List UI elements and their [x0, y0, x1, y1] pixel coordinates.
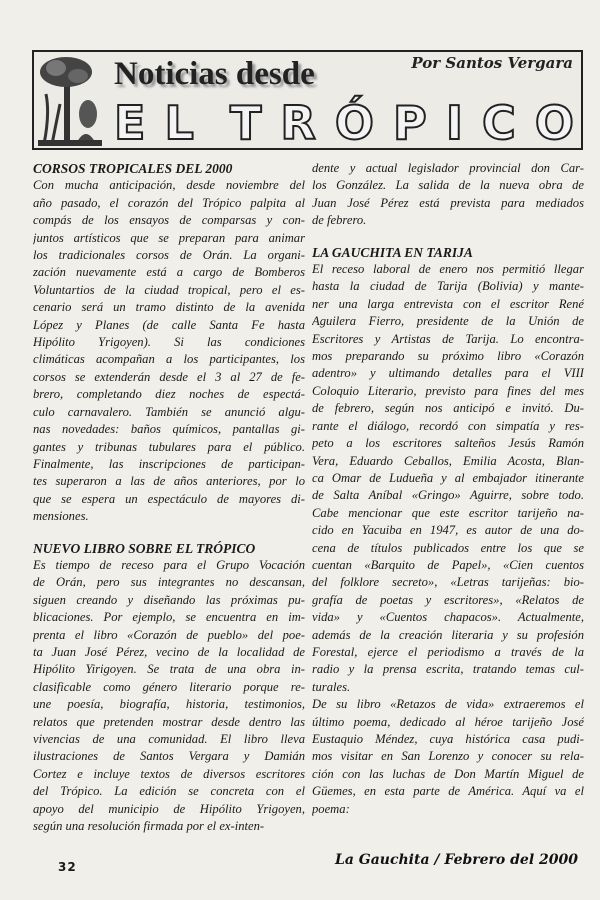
text-line: climáticas acompañan a los participantes, los: [33, 352, 305, 367]
text-line: peto a los escritores salteños Jesús Ramón: [312, 436, 584, 451]
text-line: Eustaquio Méndez, cuya histórica casa pudi-: [312, 732, 584, 746]
text-line: de Orán, pero sus integrantes no descansan,: [33, 575, 305, 590]
text-line: nas novedades: baños químicos, pantallas gi-: [33, 422, 305, 437]
text-line: Con mucha anticipación, desde noviembre del: [33, 178, 305, 193]
text-line: Finalmente, las inscripciones de participan-: [33, 456, 305, 471]
text-line: Coloquio Literario, previsto para fines del mes: [312, 383, 584, 398]
text-line: Voluntartios de la ciudad tropical, pero el es-: [33, 282, 305, 297]
text-line: mensiones.: [33, 509, 89, 524]
title-letter: R: [280, 96, 318, 150]
text-line: compás de los ensayos de comparsas y con-: [33, 213, 305, 228]
title-letter: C: [482, 96, 518, 150]
text-line: une poesía, biografía, historia, testimonios,: [33, 697, 305, 712]
title-letter: O: [534, 96, 576, 150]
text-line: mos visitar en San Lorenzo y conocer su rela-: [312, 749, 584, 764]
text-line: último poema, dedicado al héroe tarijeño José: [312, 714, 584, 729]
text-line: apoyo del municipio de Hipólito Yrigoyen,: [33, 801, 305, 816]
title-el-tropico: [114, 98, 576, 148]
text-line: juntos artísticos que se preparan para animar: [33, 230, 305, 245]
text-line: rante el diálogo, recordó con simpatía y res-: [312, 418, 584, 433]
text-line: corsos se extenderán desde el 3 al 27 de fe-: [33, 369, 305, 384]
article-heading: LA GAUCHITA EN TARIJA: [312, 244, 473, 260]
text-line: prenta el libro «Corazón de pueblo» del poe-: [33, 627, 305, 642]
text-line: adentro» y ultimando detalles para el VIII: [312, 366, 584, 381]
left-column: [33, 160, 305, 835]
text-line: Güemes, en esta parte de América. Aquí va el: [312, 784, 584, 799]
text-line: cuentan «Barquito de Papel», «Cien cuentos: [312, 557, 584, 572]
article-heading: CORSOS TROPICALES DEL 2000: [33, 161, 233, 176]
title-letter: T: [229, 96, 264, 150]
text-line: cido en Yacuiba en 1947, es autor de una do-: [312, 523, 584, 538]
text-line: además de la creación literaria y su profesión: [312, 627, 584, 642]
text-line: ilustraciones de Santos Vergara y Damián: [33, 749, 305, 764]
text-line: tes superaron a las de años anteriores, por lo: [33, 474, 305, 489]
text-line: siguen creando y diseñando las próximas pu-: [33, 592, 305, 607]
author-byline: Por Santos Vergara: [411, 54, 573, 72]
text-line: los González. La salida de la nueva obra de: [312, 178, 584, 193]
text-line: De su libro «Retazos de vida» extraeremos el: [312, 697, 584, 712]
text-line: Escritores y Artistas de Tarija. Lo encontra-: [312, 331, 584, 346]
publication-footer: La Gauchita / Febrero del 2000: [334, 852, 578, 868]
paragraph-gap: [33, 526, 305, 540]
text-line: vivencias de una comunidad. El libro lleva: [33, 732, 305, 746]
title-letter: P: [393, 96, 429, 150]
page-number: 32: [58, 860, 77, 874]
title-letter: Ó: [334, 96, 376, 150]
text-line: dente y actual legislador provincial don Car-: [312, 161, 584, 175]
text-line: del Trópico. La edición se concreta con el: [33, 784, 305, 799]
text-line: blicaciones. Por ejemplo, se encuentra en im-: [33, 610, 305, 625]
text-line: ta Juan José Pérez, vecino de la localidad de: [33, 644, 305, 659]
masthead: [32, 50, 583, 150]
text-line: El receso laboral de enero nos permitió llegar: [312, 262, 584, 277]
title-letter: L: [164, 96, 196, 150]
text-line: radio y la prensa escrita, tratando temas cul-: [312, 662, 584, 677]
text-line: cenario será un tramo distinto de la avenida: [33, 300, 305, 315]
title-letter: I: [445, 96, 465, 150]
text-line: López y Planes (de calle Santa Fe hasta: [33, 317, 305, 332]
article: [312, 696, 584, 818]
text-line: turales.: [312, 679, 351, 694]
text-line: mos preparando su próximo libro «Corazón: [312, 349, 584, 364]
text-line: Es tiempo de receso para el Grupo Vocación: [33, 557, 305, 572]
right-column: [312, 160, 584, 818]
text-line: de febrero, según nos anticipó e invitó. Du-: [312, 401, 584, 416]
title-noticias-desde: Noticias desde: [114, 56, 315, 92]
text-line: brero, completando diez noches de espectá-: [33, 387, 305, 402]
text-line: gantes y tribunas tubulares para el público.: [33, 439, 305, 454]
text-line: año pasado, el corazón del Trópico palpita al: [33, 195, 305, 210]
text-line: poema:: [312, 801, 350, 816]
text-line: zación nuevamente está a cargo de Bomberos: [33, 265, 305, 280]
text-line: los tradicionales corsos de Orán. La organi-: [33, 248, 305, 263]
text-line: Aguilera Fierro, presidente de la Unión de: [312, 314, 584, 329]
article: [312, 244, 584, 697]
text-line: de febrero.: [312, 213, 367, 228]
article: [33, 540, 305, 836]
text-line: relatos que pretenden mostrar desde dentro las: [33, 714, 305, 729]
text-line: ción con las luchas de Don Martín Miguel de: [312, 766, 584, 781]
text-line: Cabe mencionar que este escritor tarijeño na-: [312, 505, 584, 520]
article-heading: NUEVO LIBRO SOBRE EL TRÓPICO: [33, 540, 256, 556]
text-line: Juan José Pérez está prevista para mediados: [312, 195, 584, 210]
text-line: Cortez e incluye textos de diversos escritores: [33, 766, 305, 781]
article: [33, 160, 305, 526]
text-line: ner una larga entrevista con el escritor René: [312, 296, 584, 311]
text-line: Forestal, ejerce el periodismo a través de la: [312, 644, 584, 659]
text-line: Hipólito Yirigoyen. Se trata de una obra in-: [33, 662, 305, 677]
paragraph-gap: [312, 230, 584, 244]
text-line: hasta la ciudad de Tarija (Bolivia) y mante-: [312, 279, 584, 294]
text-line: Hipólito Yrigoyen). Si las condiciones: [33, 335, 305, 350]
text-line: de Salta Aníbal «Gringo» Aguirre, sobre todo.: [312, 488, 584, 503]
text-line: que se espera un espectáculo de mayores di-: [33, 491, 305, 506]
article: [312, 160, 584, 230]
text-line: vida» y «Cuentos chapacos». Actualmente,: [312, 610, 584, 625]
tropical-tree-illustration-icon: [36, 54, 104, 148]
text-line: culo carnavalero. También se anunció algu-: [33, 404, 305, 419]
text-line: Vera, Eduardo Ceballos, Emilia Acosta, Blan-: [312, 453, 584, 468]
text-line: ca Omar de Ludueña y al embajador itinerante: [312, 470, 584, 485]
text-line: cena de títulos publicados entre los que se: [312, 540, 584, 555]
text-line: del folklore secreto», «Letras tarijeñas: bio-: [312, 575, 584, 590]
text-line: según una resolución firmada por el ex-inten-: [33, 819, 265, 834]
title-letter: E: [114, 96, 148, 150]
text-line: clasificable como género literario porque re-: [33, 679, 305, 694]
text-line: grafía de poetas y escritores», «Relatos de: [312, 592, 584, 607]
